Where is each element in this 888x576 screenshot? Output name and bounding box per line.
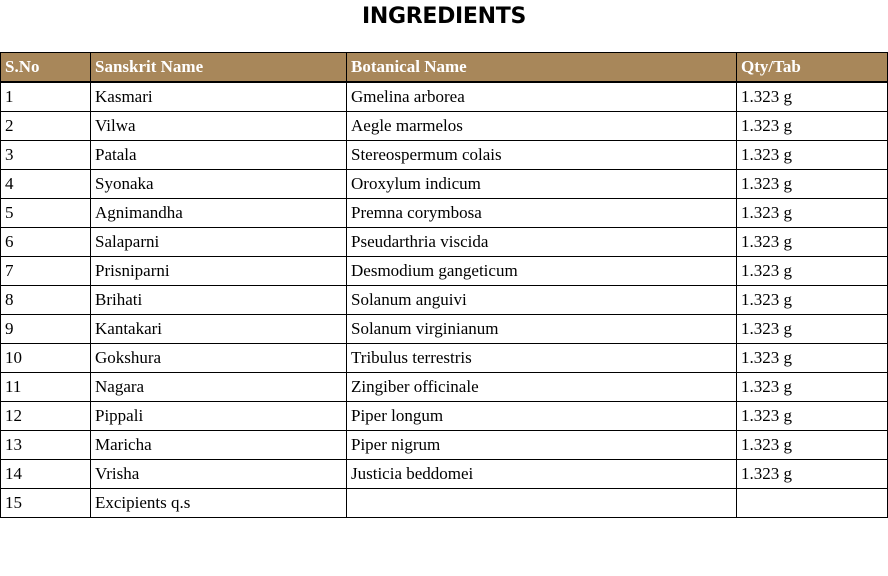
cell-botanical-name: Zingiber officinale xyxy=(347,373,737,402)
header-sno: S.No xyxy=(1,53,91,83)
table-row xyxy=(1,112,888,141)
cell-sno: 15 xyxy=(1,489,91,518)
cell-qty: 1.323 g xyxy=(737,402,888,431)
cell-botanical-name: Solanum virginianum xyxy=(347,315,737,344)
cell-botanical-name: Pseudarthria viscida xyxy=(347,228,737,257)
cell-botanical-name: Justicia beddomei xyxy=(347,460,737,489)
cell-botanical-name: Desmodium gangeticum xyxy=(347,257,737,286)
cell-qty: 1.323 g xyxy=(737,199,888,228)
cell-botanical-name: Gmelina arborea xyxy=(347,82,737,112)
table-row xyxy=(1,402,888,431)
cell-qty: 1.323 g xyxy=(737,344,888,373)
cell-sno: 12 xyxy=(1,402,91,431)
cell-qty: 1.323 g xyxy=(737,373,888,402)
cell-sno: 4 xyxy=(1,170,91,199)
table-row xyxy=(1,82,888,112)
table-header-row xyxy=(1,53,888,83)
table-row xyxy=(1,228,888,257)
page-title: INGREDIENTS xyxy=(361,4,527,29)
cell-sanskrit-name: Agnimandha xyxy=(91,199,347,228)
cell-sanskrit-name: Prisniparni xyxy=(91,257,347,286)
cell-sanskrit-name: Pippali xyxy=(91,402,347,431)
cell-sno: 1 xyxy=(1,82,91,112)
cell-sanskrit-name: Maricha xyxy=(91,431,347,460)
header-sanskrit-name: Sanskrit Name xyxy=(91,53,347,83)
cell-sanskrit-name: Vilwa xyxy=(91,112,347,141)
table-row xyxy=(1,431,888,460)
cell-sno: 5 xyxy=(1,199,91,228)
header-qty-per-tab: Qty/Tab xyxy=(737,53,888,83)
table-row xyxy=(1,170,888,199)
table-row xyxy=(1,141,888,170)
cell-sno: 9 xyxy=(1,315,91,344)
cell-qty: 1.323 g xyxy=(737,228,888,257)
cell-botanical-name: Premna corymbosa xyxy=(347,199,737,228)
table-row xyxy=(1,199,888,228)
cell-botanical-name: Oroxylum indicum xyxy=(347,170,737,199)
cell-qty: 1.323 g xyxy=(737,257,888,286)
cell-sno: 7 xyxy=(1,257,91,286)
table-row xyxy=(1,373,888,402)
cell-sanskrit-name: Syonaka xyxy=(91,170,347,199)
cell-qty xyxy=(737,489,888,518)
cell-botanical-name: Tribulus terrestris xyxy=(347,344,737,373)
cell-qty: 1.323 g xyxy=(737,286,888,315)
table-row xyxy=(1,460,888,489)
cell-sanskrit-name: Excipients q.s xyxy=(91,489,347,518)
cell-sno: 10 xyxy=(1,344,91,373)
cell-botanical-name: Piper nigrum xyxy=(347,431,737,460)
cell-sno: 8 xyxy=(1,286,91,315)
cell-botanical-name xyxy=(347,489,737,518)
cell-qty: 1.323 g xyxy=(737,170,888,199)
table-row xyxy=(1,489,888,518)
table-row xyxy=(1,344,888,373)
cell-botanical-name: Stereospermum colais xyxy=(347,141,737,170)
cell-sno: 2 xyxy=(1,112,91,141)
cell-sno: 14 xyxy=(1,460,91,489)
cell-qty: 1.323 g xyxy=(737,460,888,489)
cell-qty: 1.323 g xyxy=(737,431,888,460)
cell-sanskrit-name: Patala xyxy=(91,141,347,170)
cell-sanskrit-name: Brihati xyxy=(91,286,347,315)
cell-sanskrit-name: Kasmari xyxy=(91,82,347,112)
cell-qty: 1.323 g xyxy=(737,315,888,344)
cell-sanskrit-name: Vrisha xyxy=(91,460,347,489)
cell-qty: 1.323 g xyxy=(737,112,888,141)
cell-qty: 1.323 g xyxy=(737,141,888,170)
cell-botanical-name: Aegle marmelos xyxy=(347,112,737,141)
table-row xyxy=(1,315,888,344)
table-row xyxy=(1,257,888,286)
cell-qty: 1.323 g xyxy=(737,82,888,112)
cell-sno: 13 xyxy=(1,431,91,460)
header-botanical-name: Botanical Name xyxy=(347,53,737,83)
cell-botanical-name: Piper longum xyxy=(347,402,737,431)
cell-sanskrit-name: Nagara xyxy=(91,373,347,402)
cell-sno: 3 xyxy=(1,141,91,170)
ingredients-table xyxy=(0,52,888,518)
cell-sanskrit-name: Salaparni xyxy=(91,228,347,257)
cell-sno: 11 xyxy=(1,373,91,402)
cell-sanskrit-name: Gokshura xyxy=(91,344,347,373)
cell-sanskrit-name: Kantakari xyxy=(91,315,347,344)
cell-botanical-name: Solanum anguivi xyxy=(347,286,737,315)
table-row xyxy=(1,286,888,315)
cell-sno: 6 xyxy=(1,228,91,257)
